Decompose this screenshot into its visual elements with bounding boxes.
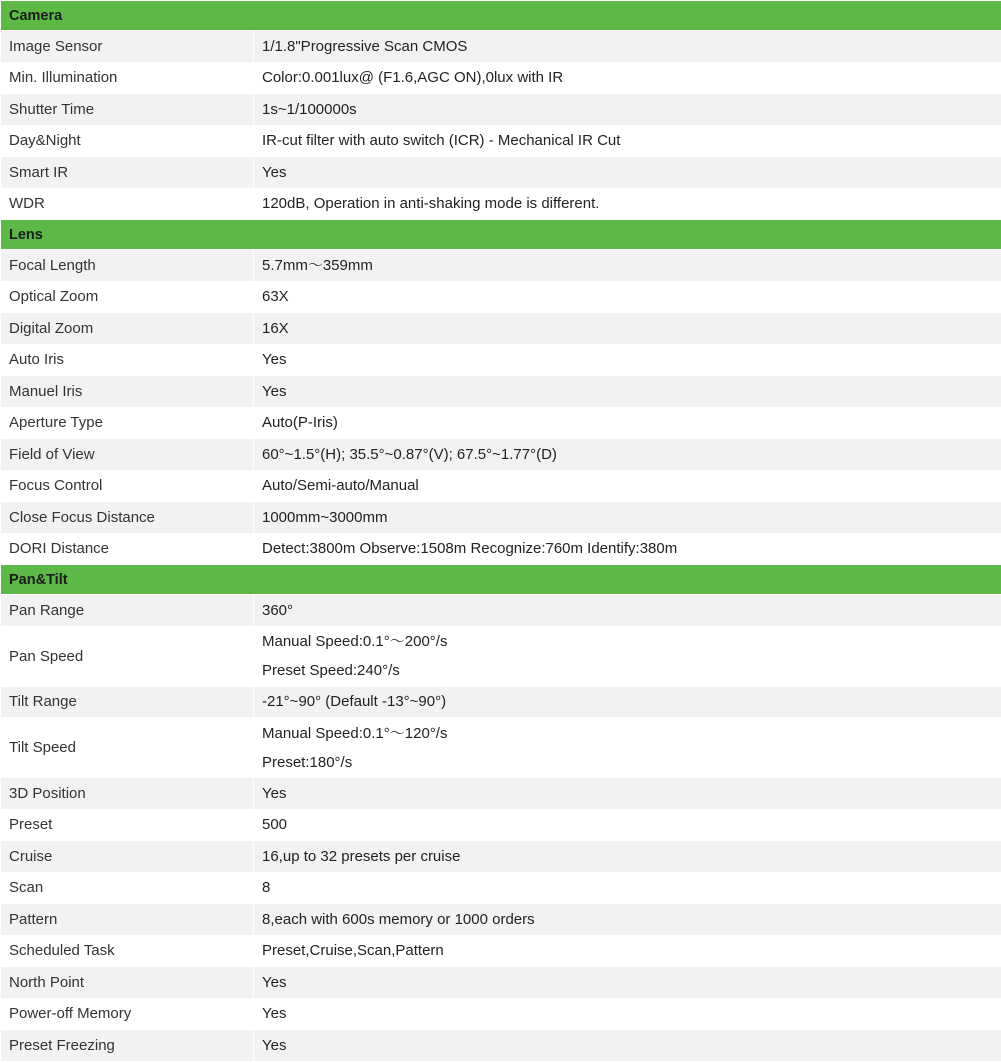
spec-label: Image Sensor [1, 31, 254, 63]
spec-value [254, 809, 1001, 841]
spec-value [254, 376, 1001, 408]
spec-value [254, 157, 1001, 189]
spec-row [1, 157, 1001, 189]
spec-value [254, 470, 1001, 502]
spec-value-line: 1/1.8"Progressive Scan CMOS [262, 37, 468, 55]
spec-label: Day&Night [1, 125, 254, 157]
spec-label: 3D Position [1, 778, 254, 810]
spec-value [254, 967, 1001, 999]
spec-label: Scheduled Task [1, 935, 254, 967]
spec-value [254, 250, 1001, 282]
spec-value-line: Yes [262, 382, 287, 400]
spec-label: Auto Iris [1, 344, 254, 376]
section-title: Pan&Tilt [1, 565, 1001, 595]
spec-row [1, 872, 1001, 904]
spec-value [254, 718, 1001, 778]
spec-value-line: 8 [262, 879, 271, 897]
spec-row [1, 250, 1001, 282]
spec-value-line: Preset:180°/s [262, 753, 353, 771]
spec-row [1, 470, 1001, 502]
spec-row [1, 1030, 1001, 1062]
spec-value-line: 360° [262, 601, 294, 619]
spec-value-line: Preset Speed:240°/s [262, 662, 400, 679]
spec-value [254, 998, 1001, 1030]
spec-row [1, 686, 1001, 718]
spec-label: Optical Zoom [1, 281, 254, 313]
spec-value-line: Auto/Semi-auto/Manual [262, 477, 419, 495]
spec-value [254, 439, 1001, 471]
spec-row [1, 31, 1001, 63]
spec-row [1, 998, 1001, 1030]
spec-row [1, 376, 1001, 408]
spec-label: Scan [1, 872, 254, 904]
spec-value [254, 626, 1001, 686]
spec-value [254, 407, 1001, 439]
spec-row [1, 809, 1001, 841]
spec-label: Cruise [1, 841, 254, 873]
spec-value-line: Detect:3800m Observe:1508m Recognize:760m Identify:380m [262, 540, 678, 558]
spec-row [1, 904, 1001, 936]
spec-value-line: 60°~1.5°(H); 35.5°~0.87°(V); 67.5°~1.77°(D) [262, 445, 557, 463]
spec-row [1, 502, 1001, 534]
spec-value-line: Manual Speed:0.1°～200°/s [262, 633, 448, 650]
spec-value [254, 344, 1001, 376]
spec-label: Tilt Speed [1, 718, 254, 778]
spec-row [1, 313, 1001, 345]
spec-label: WDR [1, 188, 254, 220]
spec-row [1, 595, 1001, 627]
spec-value-line: Yes [262, 351, 287, 369]
spec-value-line: Yes [262, 1005, 287, 1023]
spec-row [1, 125, 1001, 157]
spec-label: Field of View [1, 439, 254, 471]
spec-row [1, 841, 1001, 873]
spec-value-line: Preset,Cruise,Scan,Pattern [262, 942, 444, 960]
spec-row [1, 935, 1001, 967]
spec-label: Preset [1, 809, 254, 841]
spec-row [1, 626, 1001, 686]
spec-row [1, 281, 1001, 313]
spec-row [1, 778, 1001, 810]
spec-row [1, 344, 1001, 376]
spec-value [254, 94, 1001, 126]
spec-value [254, 904, 1001, 936]
section-title: Camera [1, 1, 1001, 31]
spec-value-line: 1s~1/100000s [262, 100, 357, 118]
spec-row [1, 439, 1001, 471]
spec-label: Pan Speed [1, 626, 254, 686]
spec-value-line: 120dB, Operation in anti-shaking mode is different. [262, 195, 600, 213]
spec-value [254, 778, 1001, 810]
spec-row [1, 94, 1001, 126]
spec-label: Aperture Type [1, 407, 254, 439]
spec-value [254, 533, 1001, 565]
spec-label: Digital Zoom [1, 313, 254, 345]
spec-value-line: Color:0.001lux@ (F1.6,AGC ON),0lux with IR [262, 69, 564, 87]
spec-value [254, 595, 1001, 627]
spec-label: DORI Distance [1, 533, 254, 565]
spec-label: Pattern [1, 904, 254, 936]
spec-value [254, 872, 1001, 904]
spec-label: Shutter Time [1, 94, 254, 126]
spec-value-line: -21°~90° (Default -13°~90°) [262, 693, 447, 711]
spec-value [254, 502, 1001, 534]
spec-value-line: Yes [262, 163, 287, 181]
spec-value [254, 1030, 1001, 1062]
spec-row [1, 967, 1001, 999]
spec-label: North Point [1, 967, 254, 999]
spec-value-line: IR-cut filter with auto switch (ICR) - Mechanical IR Cut [262, 132, 621, 150]
spec-value-line: Yes [262, 1036, 287, 1054]
spec-value-line: 5.7mm～359mm [262, 256, 373, 274]
spec-label: Tilt Range [1, 686, 254, 718]
spec-value-line: Yes [262, 973, 287, 991]
spec-row [1, 188, 1001, 220]
spec-value-line: 8,each with 600s memory or 1000 orders [262, 910, 535, 928]
spec-value [254, 686, 1001, 718]
spec-row [1, 533, 1001, 565]
spec-value-line: 500 [262, 816, 288, 834]
spec-label: Smart IR [1, 157, 254, 189]
spec-label: Pan Range [1, 595, 254, 627]
spec-label: Power-off Memory [1, 998, 254, 1030]
spec-value-line: 16X [262, 319, 289, 337]
spec-value-line: Manual Speed:0.1°～120°/s [262, 724, 448, 742]
spec-value [254, 935, 1001, 967]
spec-label: Preset Freezing [1, 1030, 254, 1062]
section-header-lens [1, 220, 1001, 250]
spec-row [1, 718, 1001, 778]
section-header-pan-tilt [1, 565, 1001, 595]
spec-value-line: 63X [262, 288, 289, 306]
spec-label: Focal Length [1, 250, 254, 282]
spec-row [1, 62, 1001, 94]
spec-table-body [1, 1, 1001, 1062]
spec-value [254, 125, 1001, 157]
spec-label: Manuel Iris [1, 376, 254, 408]
spec-value-line: Auto(P-Iris) [262, 414, 338, 432]
spec-label: Min. Illumination [1, 62, 254, 94]
spec-value [254, 188, 1001, 220]
spec-row [1, 407, 1001, 439]
spec-label: Close Focus Distance [1, 502, 254, 534]
spec-value [254, 31, 1001, 63]
spec-value [254, 841, 1001, 873]
spec-value [254, 62, 1001, 94]
spec-value-line: Yes [262, 784, 287, 802]
section-header-camera [1, 1, 1001, 31]
section-title: Lens [1, 220, 1001, 250]
spec-value [254, 281, 1001, 313]
spec-value-line: 1000mm~3000mm [262, 508, 388, 526]
spec-label: Focus Control [1, 470, 254, 502]
spec-value [254, 313, 1001, 345]
spec-value-line: 16,up to 32 presets per cruise [262, 847, 461, 865]
